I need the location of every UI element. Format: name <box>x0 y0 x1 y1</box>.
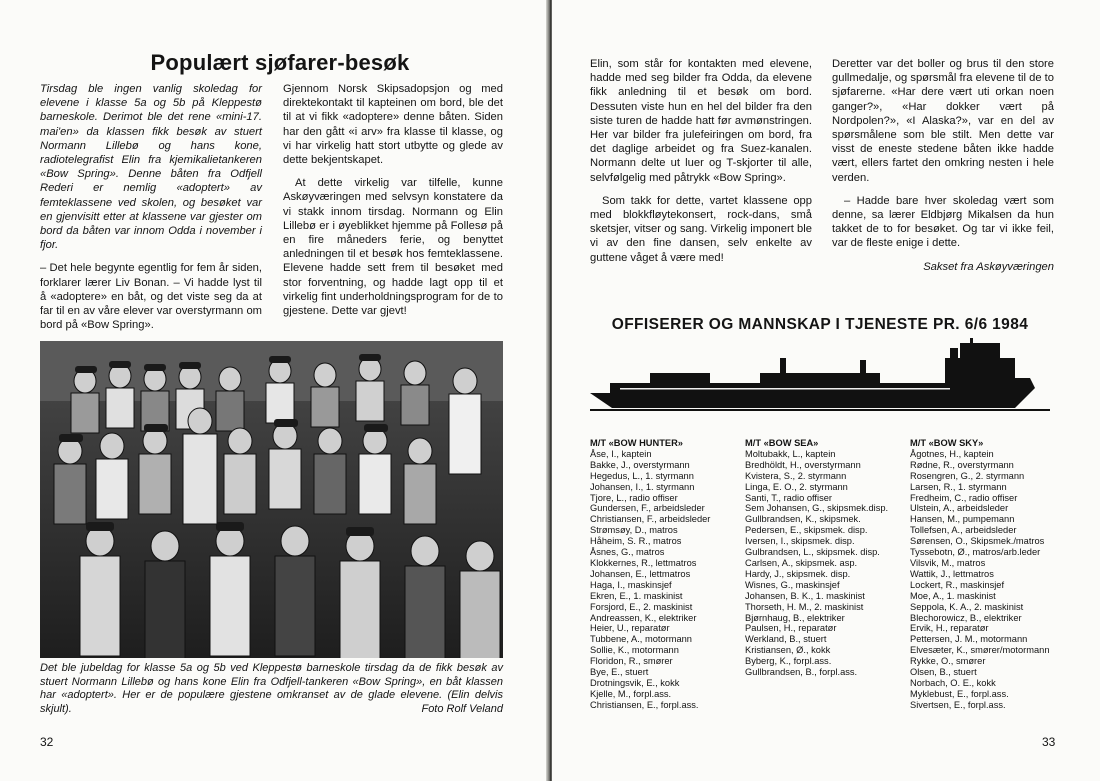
crew-member: Santi, T., radio offiser <box>745 492 832 503</box>
crew-member: Gullbrandsen, B., forpl.ass. <box>745 667 858 678</box>
crew-member: Wisnes, G., maskinsjef <box>745 579 840 590</box>
crew-member: Lockert, R., maskinsjef <box>910 579 1005 590</box>
crew-member: Rosengren, G., 2. styrmann <box>910 470 1025 481</box>
vessel-name: M/T «BOW HUNTER» <box>590 438 683 448</box>
crew-member: Christiansen, E., forpl.ass. <box>590 699 699 710</box>
crew-member: Tyssebotn, Ø., matros/arb.leder <box>910 547 1041 558</box>
vessel-name: M/T «BOW SEA» <box>745 438 819 448</box>
crew-member: Vilsvik, M., matros <box>910 557 986 568</box>
left-page <box>0 0 548 781</box>
crew-member: Blechorowicz, B., elektriker <box>910 612 1022 623</box>
crew-member: Myklebust, E., forpl.ass. <box>910 688 1009 699</box>
crew-member: Elvesæter, K., smører/motormann <box>910 645 1050 656</box>
crew-member: Tjore, L., radio offiser <box>590 492 678 503</box>
crew-member: Bjørnhaug, B., elektriker <box>745 612 845 623</box>
crew-member: Rødne, R., overstyrmann <box>910 459 1014 470</box>
crew-member: Iversen, I., skipsmek. disp. <box>745 536 855 547</box>
crew-member: Pettersen, J. M., motormann <box>910 634 1028 645</box>
article-paragraph: At dette virkelig var tilfelle, kunne Askøyværingen med selvsyn konstatere da vi stakk innom tirsdag. Normann og Elin Lillebø er i øyeblikket hjemme på Follesø på en fire måneders ferie, og benyttet anledningen til et besøk hos femteklassene. Elevene hadde sett frem til besøket med stor forventning, og hadde lagt opp til et virkelig fint underholdningsprogram for de to gjestene. Dette var gjevt! <box>283 177 503 318</box>
crew-member: Bakke, J., overstyrmann <box>590 459 690 470</box>
crew-member: Andreassen, K., elektriker <box>590 612 697 623</box>
crew-member: Drotningsvik, E., kokk <box>590 677 680 688</box>
crew-list-heading: OFFISERER OG MANNSKAP I TJENESTE PR. 6/6 1984 <box>611 316 1029 333</box>
crew-member: Ekren, E., 1. maskinist <box>590 590 683 601</box>
crew-member: Gundersen, F., arbeidsleder <box>590 503 705 514</box>
crew-member: Rykke, O., smører <box>910 656 986 667</box>
crew-member: Ågotnes, H., kaptein <box>910 448 994 459</box>
right-column-1 <box>590 57 812 274</box>
article-paragraph: Elin, som står for kontakten med elevene, hadde med seg bilder fra Odda, da elevene fikk anledning til et besøk om bord. Dessuten viste hun en hel del bilder fra den siste turen de hadde hatt før avmønstringen. Her var bilder fra julefeiringen om bord, fra det daglige arbeidet og fra Suez-kanalen. Normann delte ut luer og T-skjorter til alle, selvfølgelig med påtrykk «Bow Spring». <box>590 58 812 184</box>
article-paragraph: Deretter var det boller og brus til den store gullmedalje, og spørsmål fra elevene til de to sjøfarerne. «Har dere vært uti orkan noen ganger?», «Har dokker vært på Nordpolen?», «I Alaska?», var en del av spørsmålene som ble stilt. Men dette var visst de eneste stedene båten ikke hadde vært, ellers fartet den omkring nesten i hele verden. <box>832 58 1054 184</box>
crew-member: Linga, E. O., 2. styrmann <box>745 481 848 492</box>
photo-caption <box>40 662 503 716</box>
crew-member: Fredheim, C., radio offiser <box>910 492 1018 503</box>
crew-member: Norbach, O. E., kokk <box>910 677 996 688</box>
class-photo <box>40 341 503 658</box>
page-number-right: 33 <box>1042 735 1056 749</box>
crew-member: Sivertsen, E., forpl.ass. <box>910 699 1006 710</box>
article-paragraph: – Hadde bare hver skoledag vært som denne, sa lærer Eldbjørg Mikalsen da hun takket de to for besøket. Og tar vi ikke feil, var de fleste enige i dette. <box>832 194 1054 250</box>
crew-member: Kjelle, M., forpl.ass. <box>590 688 672 699</box>
crew-member: Johansen, B. K., 1. maskinist <box>745 590 865 601</box>
crew-member: Seppola, K. A., 2. maskinist <box>910 601 1024 612</box>
crew-member: Werkland, B., stuert <box>745 634 827 645</box>
crew-member: Wattik, J., lettmatros <box>910 568 994 579</box>
left-column-2 <box>283 82 503 327</box>
crew-member: Strømsøy, D., matros <box>590 525 678 536</box>
crew-member: Carlsen, A., skipsmek. asp. <box>745 557 858 568</box>
crew-member: Floridon, R., smører <box>590 656 673 667</box>
crew-member: Bye, E., stuert <box>590 667 649 678</box>
crew-member: Bredhöldt, H., overstyrmann <box>745 459 861 470</box>
crew-member: Gullbrandsen, K., skipsmek. <box>745 514 861 525</box>
class-photo-image <box>40 341 503 658</box>
crew-member: Forsjord, E., 2. maskinist <box>590 601 693 612</box>
crew-member: Hegedus, L., 1. styrmann <box>590 470 694 481</box>
crew-member: Klokkernes, R., lettmatros <box>590 557 697 568</box>
crew-member: Tubbene, A., motormann <box>590 634 692 645</box>
crew-member: Johansen, E., lettmatros <box>590 568 691 579</box>
crew-member: Byberg, K., forpl.ass. <box>745 656 832 667</box>
article-paragraph: Som takk for dette, vartet klassene opp med blokkfløytekonsert, rock-dans, små sketsjer, vitser og sang. Virkelig imponert ble vi av den fine dansen, selv enkelte av guttene våget å være med! <box>590 194 812 264</box>
photo-credit: Foto Rolf Veland <box>421 702 503 715</box>
vessel-name: M/T «BOW SKY» <box>910 438 984 448</box>
article-source: Sakset fra Askøyværingen <box>923 260 1054 273</box>
crew-member: Sørensen, O., Skipsmek./matros <box>910 536 1045 547</box>
caption-text: Det ble jubeldag for klasse 5a og 5b ved Kleppestø barneskole tirsdag da de fikk besøk av stuert Normann Lillebø og hans kone Elin fra Odfjell-tankeren «Bow Spring», en båt klassen har «adoptert». Her er de populære gjestene omkranset av de glade elevene. (Elin delvis skjult). <box>40 662 503 715</box>
crew-member: Gulbrandsen, L., skipsmek. disp. <box>745 547 880 558</box>
crew-member: Larsen, R., 1. styrmann <box>910 481 1007 492</box>
crew-member: Pedersen, E., skipsmek. disp. <box>745 525 868 536</box>
crew-column-bow-hunter <box>590 438 750 711</box>
crew-member: Thorseth, H. M., 2. maskinist <box>745 601 864 612</box>
crew-member: Heier, U., reparatør <box>590 623 670 634</box>
article-title: Populært sjøfarer-besøk <box>150 50 410 75</box>
article-paragraph: – Det hele begynte egentlig for fem år siden, forklarer lærer Liv Bonan. – Vi hadde lyst til å «adoptere» en båt, og det viste seg da at far til en av våre elever var overstyrmann om bord på «Bow Spring». <box>40 262 262 332</box>
article-paragraph: Gjennom Norsk Skipsadopsjon og med direktekontakt til kapteinen om bord, ble det til at vi fikk «adoptere» denne båten. Siden har den gått «i arv» fra klasse til klasse, og vi har virkelig hatt stort utbytte og glede av dette bekjentskapet. <box>283 83 503 167</box>
crew-member: Olsen, B., stuert <box>910 667 977 678</box>
crew-member: Åsnes, G., matros <box>590 547 665 558</box>
page-number-left: 32 <box>40 735 54 749</box>
crew-member: Ulstein, A., arbeidsleder <box>910 503 1009 514</box>
crew-member: Hardy, J., skipsmek. disp. <box>745 568 851 579</box>
crew-member: Sem Johansen, G., skipsmek.disp. <box>745 503 889 514</box>
crew-member: Åse, I., kaptein <box>590 448 652 459</box>
crew-member: Moltubakk, L., kaptein <box>745 448 836 459</box>
crew-member: Johansen, I., 1. styrmann <box>590 481 695 492</box>
crew-member: Kvistera, S., 2. styrmann <box>745 470 847 481</box>
crew-member: Håheim, S. R., matros <box>590 536 682 547</box>
crew-member: Paulsen, H., reparatør <box>745 623 837 634</box>
crew-column-bow-sky <box>910 438 1070 711</box>
crew-member: Sollie, K., motormann <box>590 645 679 656</box>
crew-member: Kristiansen, Ø., kokk <box>745 645 831 656</box>
article-lead: Tirsdag ble ingen vanlig skoledag for elevene i klasse 5a og 5b på Kleppestø barneskole. Derimot ble det rene «mini-17. mai'en» da klassen fikk besøk av stuert Normann Lillebø og hans kone, radiotelegrafist Elin fra kjemikalietankeren «Bow Spring». Denne båten fra Odfjell Rederi er nemlig «adoptert» av femteklassene ved skolen, og besøket var en gjenvisitt etter at klassene var gjester om bord da båten var innom Odda i november i fjor. <box>40 83 262 252</box>
left-column-1 <box>40 82 262 341</box>
crew-column-bow-sea <box>745 438 905 678</box>
crew-member: Hansen, M., pumpemann <box>910 514 1015 525</box>
crew-member: Ervik, H., reparatør <box>910 623 989 634</box>
crew-member: Tollefsen, A., arbeidsleder <box>910 525 1017 536</box>
crew-member: Christiansen, F., arbeidsleder <box>590 514 711 525</box>
crew-member: Moe, A., 1. maskinist <box>910 590 996 601</box>
right-column-2 <box>832 57 1054 274</box>
tanker-ship-illustration <box>590 338 1050 428</box>
crew-member: Haga, I., maskinsjef <box>590 579 672 590</box>
